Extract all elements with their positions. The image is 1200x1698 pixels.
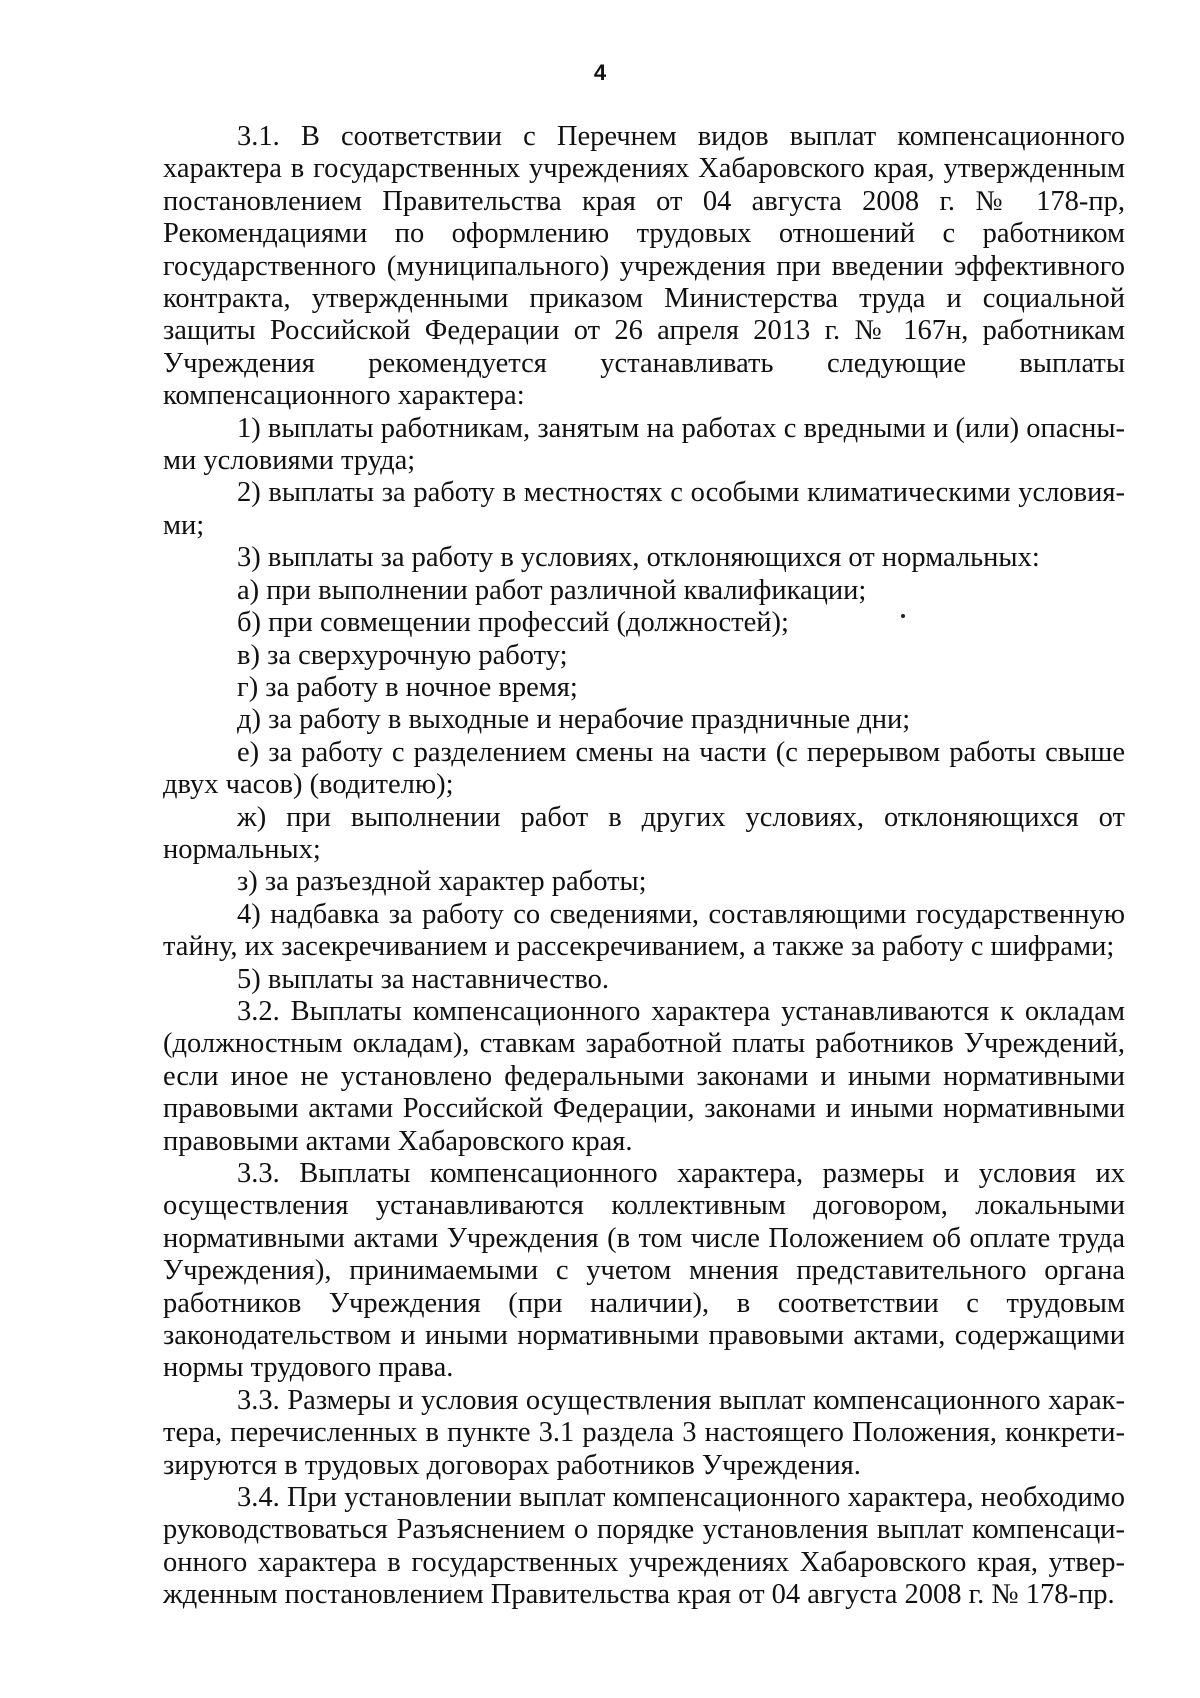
list-item-3e: е) за работу с разделением смены на части (с перерывом работы свыше двух часов) (водителю); bbox=[163, 736, 1125, 801]
list-item-3b: б) при совмещении профессий (должностей); bbox=[237, 607, 789, 639]
list-item-2: 2) выплаты за работу в местностях с особыми климатическими условиями; bbox=[163, 477, 1125, 541]
paragraph-3-3-second: 3.3. Размеры и условия осуществления выплат компенсационного характера, перечисленных в пункте 3.1 раздела 3 настоящего Положения, конкретизируются в трудовых договорах работников Учреждения. bbox=[163, 1384, 1125, 1481]
page-number: 4 bbox=[593, 60, 607, 85]
list-item-3: 3) выплаты за работу в условиях, отклоняющихся от нормальных: bbox=[237, 542, 1040, 574]
paragraph-3-3-first: 3.3. Выплаты компенсационного характера, размеры и условия их осуществления устанавливаются коллективным договором, локальными нормативными актами Учреждения (в том числе Положением об оплате труда Учреждения), принимаемыми с учетом мнения представительного органа работников Учреждения (при наличии), в соответствии с трудовым законодательством и иными нормативными правовыми актами, содержащими нормы трудового права. bbox=[163, 1158, 1125, 1384]
list-item-3a: а) при выполнении работ различной квалификации; bbox=[237, 574, 867, 606]
document-body bbox=[163, 121, 1125, 1612]
paragraph-3-2: 3.2. Выплаты компенсационного характера устанавливаются к окладам (должностным окладам), ставкам заработной платы работников Учреждений, если иное не установлено федеральными законами и иными нормативными правовыми актами Российской Федерации, законами и иными нормативными правовыми актами Хабаровского края. bbox=[163, 995, 1125, 1157]
paragraph-3-1: 3.1. В соответствии с Перечнем видов выплат компенсационного характера в государственных учреждениях Хабаровского края, утвержденным постановлением Правительства края от 04 августа 2008 г. № 178-пр, Рекомендациями по оформлению трудовых отношений с работником государственного (муниципального) учреждения при введении эффективного контракта, утвержденными приказом Министерства труда и социальной защиты Российской Федерации от 26 апреля 2013 г. № 167н, работникам Учреждения рекомендуется устанавливать следующие выплаты компенсационного характера: bbox=[163, 121, 1125, 412]
list-item-3z: з) за разъездной характер работы; bbox=[237, 866, 647, 898]
list-item-3v: в) за сверхурочную работу; bbox=[237, 639, 568, 671]
scan-speck bbox=[901, 614, 905, 618]
list-item-4: 4) надбавка за работу со сведениями, составляющими государственную тайну, их засекречиванием и рассекречиванием, а также за работу с шифрами; bbox=[163, 898, 1125, 963]
list-item-5: 5) выплаты за наставничество. bbox=[237, 963, 610, 995]
list-item-1: 1) выплаты работникам, занятым на работах с вредными и (или) опасными условиями труда; bbox=[163, 412, 1125, 477]
list-item-3zh: ж) при выполнении работ в других условиях, отклоняющихся от нормальных; bbox=[163, 801, 1125, 865]
list-item-3d: д) за работу в выходные и нерабочие праздничные дни; bbox=[237, 704, 911, 736]
paragraph-3-4: 3.4. При установлении выплат компенсационного характера, необходимо руководствоваться Разъяснением о порядке установления выплат компенсационного характера в государственных учреждениях Хабаровского края, утвержденным постановлением Правительства края от 04 августа 2008 г. № 178-пр. bbox=[163, 1482, 1125, 1611]
list-item-3g: г) за работу в ночное время; bbox=[237, 671, 578, 703]
